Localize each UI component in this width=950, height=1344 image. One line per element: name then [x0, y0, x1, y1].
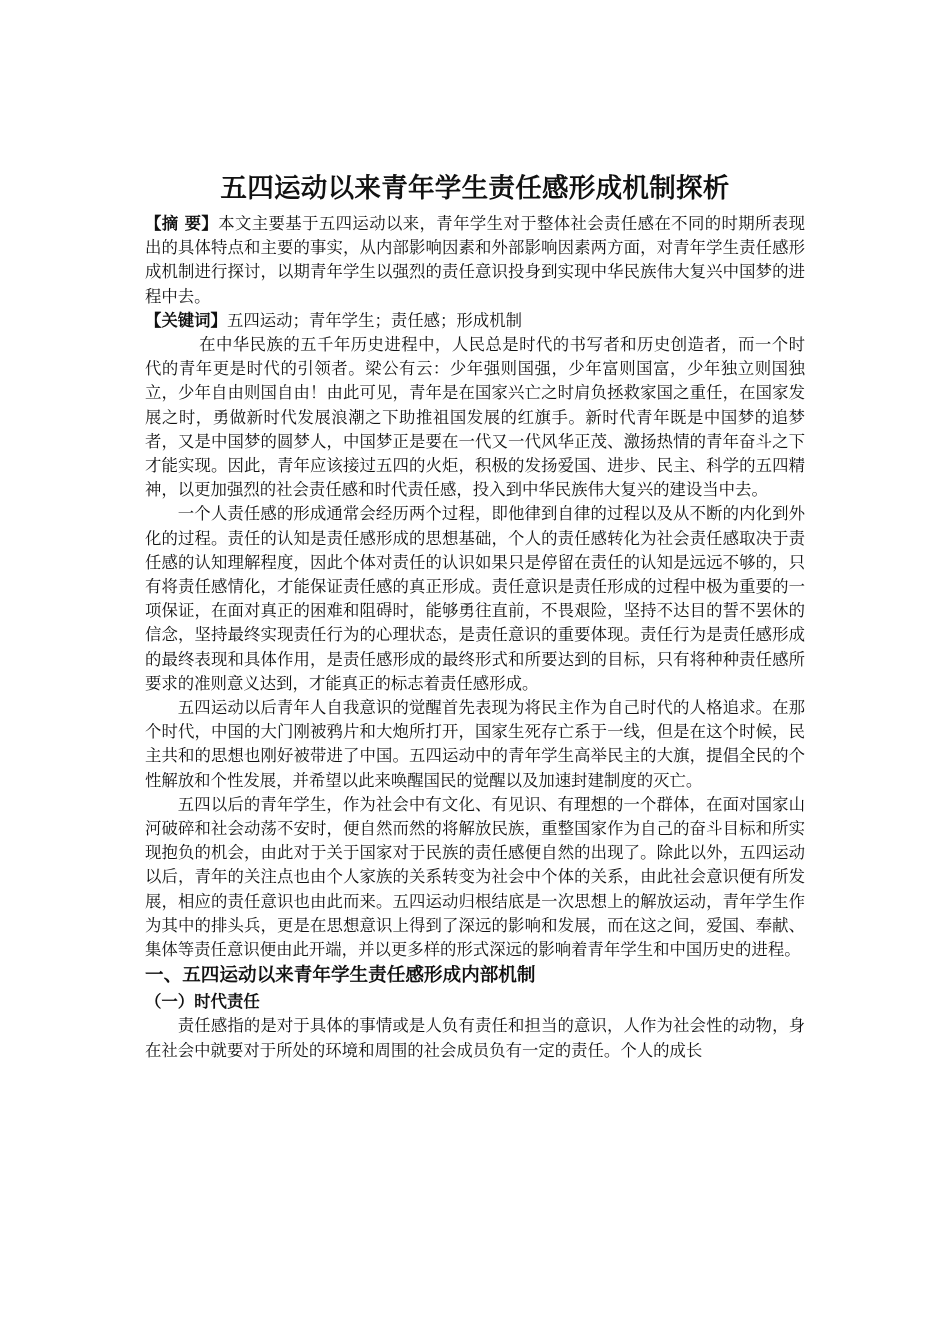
body-paragraph-3: 五四运动以后青年人自我意识的觉醒首先表现为将民主作为自己时代的人格追求。在那个时代，中国的大门刚被鸦片和大炮所打开，国家生死存亡系于一线，但是在这个时候，民主共和的思想也刚好被带进了中国。五四运动中的青年学生高举民主的大旗，提倡全民的个性解放和个性发展，并希望以此来唤醒国民的觉醒以及加速封建制度的灭亡。 [145, 698, 805, 790]
abstract-label: 【摘 要】 [145, 214, 219, 233]
subsection-heading: （一）时代责任 [145, 992, 260, 1012]
section-heading: 一、五四运动以来青年学生责任感形成内部机制 [145, 965, 536, 987]
page-title: 五四运动以来青年学生责任感形成机制探析 [220, 173, 730, 204]
keywords-text: 五四运动；青年学生；责任感；形成机制 [226, 310, 522, 330]
body-paragraph-4: 五四以后的青年学生，作为社会中有文化、有见识、有理想的一个群体，在面对国家山河破碎和社会动荡不安时，便自然而然的将解放民族，重整国家作为自己的奋斗目标和所实现抱负的机会，由此对于关于国家对于民族的责任感便自然的出现了。除此以外，五四运动以后，青年的关注点也由个人家族的关系转变为社会中个体的关系，由此社会意识便有所发展，相应的责任意识也由此而来。五四运动归根结底是一次思想上的解放运动，青年学生作为其中的排头兵，更是在思想意识上得到了深远的影响和发展，而在这之间，爱国、奉献、集体等责任意识便由此开端，并以更多样的形式深远的影响着青年学生和中国历史的进程。 [145, 794, 805, 960]
document-page [145, 170, 805, 1063]
keywords [145, 309, 805, 333]
body-paragraph-2: 一个人责任感的形成通常会经历两个过程，即他律到自律的过程以及从不断的内化到外化的过程。责任的认知是责任感形成的思想基础，个人的责任感转化为社会责任感取决于责任感的认知理解程度，因此个体对责任的认识如果只是停留在责任的认知是远远不够的，只有将责任感情化，才能保证责任感的真正形成。责任意识是责任形成的过程中极为重要的一项保证，在面对真正的困难和阻碍时，能够勇往直前，不畏艰险，坚持不达目的誓不罢休的信念，坚持最终实现责任行为的心理状态，是责任意识的重要体现。责任行为是责任感形成的最终表现和具体作用，是责任感形成的最终形式和所要达到的目标，只有将种种责任感所要求的准则意义达到，才能真正的标志着责任感形成。 [145, 504, 805, 693]
keywords-label: 【关键词】 [145, 310, 227, 330]
abstract [145, 212, 805, 309]
body-paragraph-1: 在中华民族的五千年历史进程中，人民总是时代的书写者和历史创造者，而一个时代的青年更是时代的引领者。梁公有云：少年强则国强，少年富则国富，少年独立则国独立，少年自由则国自由！由此可见，青年是在国家兴亡之时肩负拯救家国之重任，在国家发展之时，勇做新时代发展浪潮之下助推祖国发展的红旗手。新时代青年既是中国梦的追梦者，又是中国梦的圆梦人，中国梦正是要在一代又一代风华正茂、激扬热情的青年奋斗之下才能实现。因此，青年应该接过五四的火炬，积极的发扬爱国、进步、民主、科学的五四精神，以更加强烈的社会责任感和时代责任感，投入到中华民族伟大复兴的建设当中去。 [145, 335, 805, 500]
abstract-text: 本文主要基于五四运动以来，青年学生对于整体社会责任感在不同的时期所表现出的具体特点和主要的事实，从内部影响因素和外部影响因素两方面，对青年学生责任感形成机制进行探讨，以期青年学生以强烈的责任意识投身到实现中华民族伟大复兴中国梦的进程中去。 [145, 214, 805, 306]
section-paragraph: 责任感指的是对于具体的事情或是人负有责任和担当的意识，人作为社会性的动物，身在社会中就要对于所处的环境和周围的社会成员负有一定的责任。个人的成长 [145, 1016, 805, 1060]
